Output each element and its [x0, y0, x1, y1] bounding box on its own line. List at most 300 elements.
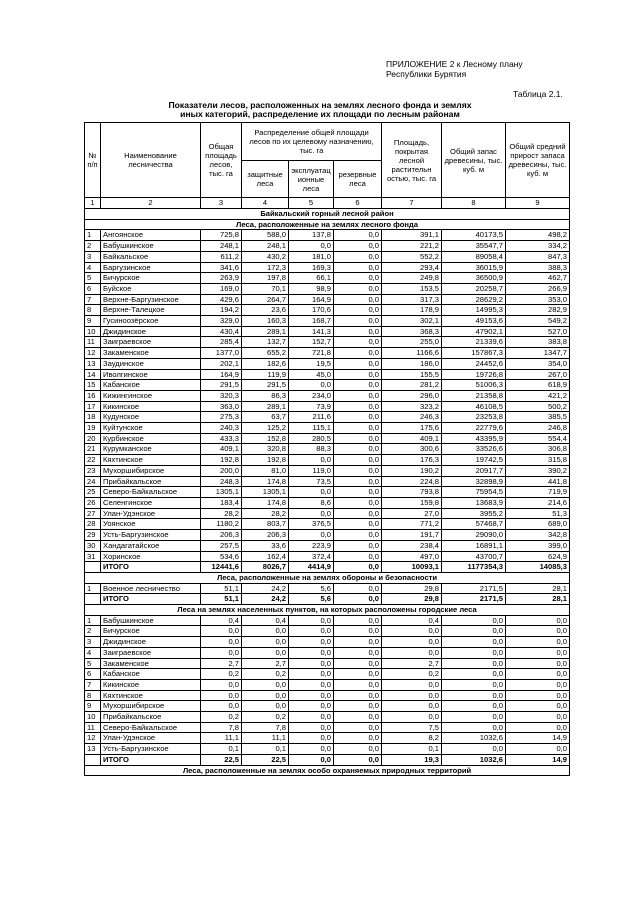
table-row [85, 615, 570, 626]
row-number: 11 [85, 337, 101, 348]
row-value: 0,0 [442, 722, 506, 733]
row-value: 0,0 [334, 637, 382, 648]
row-name: Северо-Байкальское [101, 722, 201, 733]
row-value: 0,0 [442, 669, 506, 680]
row-value: 183,4 [201, 497, 242, 508]
row-value: 0,1 [242, 744, 289, 755]
row-value: 462,7 [506, 273, 570, 284]
row-name: Кяхтинское [101, 455, 201, 466]
table-row [85, 305, 570, 316]
row-value: 0,0 [442, 615, 506, 626]
row-value: 2,7 [242, 658, 289, 669]
row-value: 0,0 [289, 647, 334, 658]
row-value: 421,2 [506, 390, 570, 401]
row-name: Улан-Удэнское [101, 733, 201, 744]
row-value: 341,6 [201, 262, 242, 273]
row-value: 0,0 [334, 733, 382, 744]
table-row [85, 658, 570, 669]
column-number: 5 [289, 198, 334, 209]
row-value: 0,0 [334, 690, 382, 701]
row-number: 1 [85, 230, 101, 241]
row-number: 5 [85, 273, 101, 284]
table-row [85, 455, 570, 466]
row-value: 0,0 [334, 230, 382, 241]
row-name: Куйтунское [101, 423, 201, 434]
row-value: 0,0 [289, 241, 334, 252]
table-row [85, 583, 570, 594]
row-value: 0,0 [334, 380, 382, 391]
table-row [85, 530, 570, 541]
row-value: 0,0 [289, 455, 334, 466]
row-value: 0,0 [442, 712, 506, 723]
row-value: 0,0 [334, 487, 382, 498]
table-row [85, 348, 570, 359]
row-value: 549,2 [506, 316, 570, 327]
row-value: 223,9 [289, 540, 334, 551]
row-value: 0,2 [201, 712, 242, 723]
row-value: 329,0 [201, 316, 242, 327]
row-value: 162,4 [242, 551, 289, 562]
row-number: 26 [85, 497, 101, 508]
row-value: 27,0 [382, 508, 442, 519]
row-name: Закаменское [101, 658, 201, 669]
table-row [85, 262, 570, 273]
row-name: Мухоршибирское [101, 701, 201, 712]
table-row [85, 380, 570, 391]
row-value: 0,0 [506, 626, 570, 637]
row-name: Усть-Баргузинское [101, 744, 201, 755]
row-value: 0,0 [334, 508, 382, 519]
row-value: 334,2 [506, 241, 570, 252]
row-value: 0,4 [201, 615, 242, 626]
column-number: 9 [506, 198, 570, 209]
row-value: 0,0 [442, 744, 506, 755]
row-value: 0,0 [334, 722, 382, 733]
title-line-1: Показатели лесов, расположенных на землях лесного фонда и землях [168, 100, 472, 110]
row-value: 8,2 [382, 733, 442, 744]
row-value: 153,5 [382, 283, 442, 294]
section-title-row-text: Леса, расположенные на землях особо охраняемых природных территорий [85, 765, 570, 776]
row-value: 51,1 [201, 583, 242, 594]
table-row [85, 401, 570, 412]
row-value: 13683,9 [442, 497, 506, 508]
row-value: 224,8 [382, 476, 442, 487]
row-value: 0,0 [289, 487, 334, 498]
row-value: 0,0 [506, 637, 570, 648]
row-value: 0,0 [442, 701, 506, 712]
row-value: 246,3 [382, 412, 442, 423]
row-value: 0,0 [334, 316, 382, 327]
row-number: 7 [85, 679, 101, 690]
row-value: 88,3 [289, 444, 334, 455]
row-value: 0,0 [289, 508, 334, 519]
row-number: 10 [85, 326, 101, 337]
row-value: 240,3 [201, 423, 242, 434]
row-value: 2,7 [201, 658, 242, 669]
row-value: 14085,3 [506, 562, 570, 573]
row-value: 0,0 [334, 744, 382, 755]
row-value: 0,0 [506, 722, 570, 733]
row-value: 0,0 [242, 626, 289, 637]
row-value: 20917,7 [442, 465, 506, 476]
row-value: 0,0 [334, 594, 382, 605]
row-value: 191,7 [382, 530, 442, 541]
row-value: 1032,6 [442, 754, 506, 765]
table-row [85, 519, 570, 530]
row-value: 33526,6 [442, 444, 506, 455]
row-value: 57468,7 [442, 519, 506, 530]
row-name: Заудинское [101, 358, 201, 369]
row-name: Баргузинское [101, 262, 201, 273]
row-name: Курбинское [101, 433, 201, 444]
row-value: 20258,7 [442, 283, 506, 294]
row-value: 0,0 [334, 369, 382, 380]
table-row [85, 508, 570, 519]
row-number: 9 [85, 701, 101, 712]
row-value: 33,6 [242, 540, 289, 551]
row-value: 0,2 [242, 669, 289, 680]
row-value: 0,0 [289, 733, 334, 744]
row-number: 12 [85, 348, 101, 359]
col-forested-header: Площадь, покрытая лесной растительн остью, тыс. га [382, 123, 442, 198]
row-value: 0,0 [289, 658, 334, 669]
table-row [85, 444, 570, 455]
row-number [85, 594, 101, 605]
row-value: 0,0 [382, 647, 442, 658]
table-row [85, 241, 570, 252]
row-value: 73,9 [289, 401, 334, 412]
row-value: 0,0 [382, 690, 442, 701]
row-value: 0,0 [334, 401, 382, 412]
row-value: 170,6 [289, 305, 334, 316]
row-value: 28629,2 [442, 294, 506, 305]
section-title-row [85, 219, 570, 230]
row-value: 302,1 [382, 316, 442, 327]
row-value: 430,2 [242, 251, 289, 262]
row-value: 0,0 [334, 497, 382, 508]
row-value: 2,7 [382, 658, 442, 669]
row-value: 0,0 [289, 669, 334, 680]
table-row [85, 251, 570, 262]
row-value: 40173,5 [442, 230, 506, 241]
row-value: 45,0 [289, 369, 334, 380]
row-name: Бабушкинское [101, 241, 201, 252]
row-name: Иволгинское [101, 369, 201, 380]
row-value: 174,8 [242, 476, 289, 487]
row-value: 248,1 [201, 241, 242, 252]
row-value: 611,2 [201, 251, 242, 262]
row-value: 182,6 [242, 358, 289, 369]
col-num-header: № п/п [85, 123, 101, 198]
row-value: 0,0 [242, 701, 289, 712]
row-value: 0,0 [242, 637, 289, 648]
row-name: Хоринское [101, 551, 201, 562]
row-number: 5 [85, 658, 101, 669]
row-value: 0,0 [382, 679, 442, 690]
row-number: 12 [85, 733, 101, 744]
row-value: 0,0 [289, 701, 334, 712]
row-value: 280,5 [289, 433, 334, 444]
table-row [85, 487, 570, 498]
column-number: 8 [442, 198, 506, 209]
row-value: 29,8 [382, 583, 442, 594]
table-row [85, 412, 570, 423]
row-number: 28 [85, 519, 101, 530]
row-name: Заиграевское [101, 337, 201, 348]
row-number: 23 [85, 465, 101, 476]
row-value: 137,8 [289, 230, 334, 241]
row-value: 98,9 [289, 283, 334, 294]
row-value: 376,5 [289, 519, 334, 530]
row-value: 725,8 [201, 230, 242, 241]
table-row [85, 712, 570, 723]
row-value: 0,0 [334, 647, 382, 658]
row-name: Заиграевское [101, 647, 201, 658]
row-value: 554,4 [506, 433, 570, 444]
row-value: 36015,9 [442, 262, 506, 273]
row-value: 1177354,3 [442, 562, 506, 573]
row-value: 66,1 [289, 273, 334, 284]
row-number [85, 754, 101, 765]
row-value: 0,0 [334, 251, 382, 262]
row-value: 368,3 [382, 326, 442, 337]
row-name: Кяхтинское [101, 690, 201, 701]
table-row [85, 230, 570, 241]
row-number: 27 [85, 508, 101, 519]
section-title-row [85, 765, 570, 776]
row-value: 0,0 [289, 626, 334, 637]
row-value: 264,7 [242, 294, 289, 305]
row-number: 25 [85, 487, 101, 498]
row-value: 176,3 [382, 455, 442, 466]
row-value: 0,4 [242, 615, 289, 626]
row-value: 0,0 [334, 658, 382, 669]
row-value: 0,1 [201, 744, 242, 755]
total-row [85, 594, 570, 605]
row-value: 0,0 [442, 626, 506, 637]
row-value: 4414,9 [289, 562, 334, 573]
table-row [85, 679, 570, 690]
row-value: 0,0 [442, 658, 506, 669]
table-row [85, 369, 570, 380]
row-value: 190,2 [382, 465, 442, 476]
row-value: 0,0 [334, 701, 382, 712]
row-value: 0,0 [289, 690, 334, 701]
region-row-text: Байкальский горный лесной район [85, 209, 570, 220]
col-stock-header: Общий запас древесины, тыс. куб. м [442, 123, 506, 198]
row-number [85, 562, 101, 573]
row-value: 0,4 [382, 615, 442, 626]
row-value: 0,0 [201, 690, 242, 701]
row-value: 155,5 [382, 369, 442, 380]
row-value: 0,0 [442, 647, 506, 658]
row-value: 409,1 [382, 433, 442, 444]
row-value: 0,0 [506, 615, 570, 626]
row-number: 15 [85, 380, 101, 391]
section-title-row-text: Леса, расположенные на землях лесного фонда [85, 219, 570, 230]
row-value: 174,8 [242, 497, 289, 508]
row-value: 14,9 [506, 754, 570, 765]
row-value: 618,9 [506, 380, 570, 391]
row-value: 186,0 [382, 358, 442, 369]
row-value: 24,2 [242, 583, 289, 594]
row-value: 23253,8 [442, 412, 506, 423]
row-value: 168,7 [289, 316, 334, 327]
row-value: 441,8 [506, 476, 570, 487]
row-name: Кижингинское [101, 390, 201, 401]
row-value: 1377,0 [201, 348, 242, 359]
row-value: 0,0 [334, 551, 382, 562]
table-row [85, 637, 570, 648]
row-value: 119,9 [242, 369, 289, 380]
row-value: 0,0 [334, 679, 382, 690]
row-value: 0,0 [334, 348, 382, 359]
row-value: 430,4 [201, 326, 242, 337]
row-value: 0,0 [334, 754, 382, 765]
row-value: 0,0 [382, 626, 442, 637]
row-number: 2 [85, 626, 101, 637]
row-value: 771,2 [382, 519, 442, 530]
row-value: 0,0 [334, 540, 382, 551]
row-value: 23,6 [242, 305, 289, 316]
row-value: 317,3 [382, 294, 442, 305]
row-value: 0,0 [334, 283, 382, 294]
row-value: 0,0 [289, 380, 334, 391]
row-number: 6 [85, 283, 101, 294]
row-value: 0,0 [506, 701, 570, 712]
row-value: 28,1 [506, 594, 570, 605]
section-title-row-text: Леса на землях населенных пунктов, на которых расположены городские леса [85, 605, 570, 616]
row-value: 0,0 [334, 455, 382, 466]
row-value: 22,5 [201, 754, 242, 765]
row-value: 296,0 [382, 390, 442, 401]
row-value: 289,1 [242, 401, 289, 412]
row-number: 10 [85, 712, 101, 723]
row-value: 0,0 [242, 679, 289, 690]
row-value: 8,6 [289, 497, 334, 508]
row-value: 47902,1 [442, 326, 506, 337]
row-value: 267,0 [506, 369, 570, 380]
row-value: 255,0 [382, 337, 442, 348]
row-value: 29090,0 [442, 530, 506, 541]
row-value: 46108,5 [442, 401, 506, 412]
row-value: 315,8 [506, 455, 570, 466]
col-distribution-header: Распределение общей площади лесов по их целевому назначению, тыс. га [242, 123, 382, 161]
row-value: 28,1 [506, 583, 570, 594]
row-value: 534,6 [201, 551, 242, 562]
row-value: 372,4 [289, 551, 334, 562]
row-value: 16891,1 [442, 540, 506, 551]
row-value: 0,0 [334, 423, 382, 434]
row-value: 0,0 [506, 647, 570, 658]
row-number: 6 [85, 669, 101, 680]
table-row [85, 476, 570, 487]
row-value: 385,5 [506, 412, 570, 423]
row-value: 28,2 [242, 508, 289, 519]
table-row [85, 690, 570, 701]
row-name: Верхне-Талецкое [101, 305, 201, 316]
row-value: 0,0 [334, 390, 382, 401]
row-value: 0,1 [382, 744, 442, 755]
row-value: 192,8 [201, 455, 242, 466]
column-number: 3 [201, 198, 242, 209]
row-value: 0,0 [201, 679, 242, 690]
row-value: 0,0 [506, 669, 570, 680]
row-number: 18 [85, 412, 101, 423]
row-value: 320,8 [242, 444, 289, 455]
row-value: 275,3 [201, 412, 242, 423]
row-name: Гусиноозёрское [101, 316, 201, 327]
row-value: 125,2 [242, 423, 289, 434]
row-value: 36500,9 [442, 273, 506, 284]
row-value: 164,9 [289, 294, 334, 305]
table-row [85, 701, 570, 712]
row-name: Байкальское [101, 251, 201, 262]
row-value: 49153,6 [442, 316, 506, 327]
row-value: 0,0 [442, 637, 506, 648]
row-name: ИТОГО [101, 754, 201, 765]
row-value: 0,0 [382, 712, 442, 723]
row-value: 0,0 [442, 679, 506, 690]
row-value: 51006,3 [442, 380, 506, 391]
row-value: 24452,6 [442, 358, 506, 369]
row-value: 70,1 [242, 283, 289, 294]
row-number: 8 [85, 305, 101, 316]
row-name: Военное лесничество [101, 583, 201, 594]
table-row [85, 316, 570, 327]
row-value: 63,7 [242, 412, 289, 423]
row-value: 10093,1 [382, 562, 442, 573]
row-value: 353,0 [506, 294, 570, 305]
table-row [85, 540, 570, 551]
row-value: 0,0 [334, 615, 382, 626]
column-number: 1 [85, 198, 101, 209]
row-number: 19 [85, 423, 101, 434]
row-number: 22 [85, 455, 101, 466]
row-value: 257,5 [201, 540, 242, 551]
row-number: 20 [85, 433, 101, 444]
row-value: 847,3 [506, 251, 570, 262]
table-row [85, 337, 570, 348]
row-value: 0,2 [382, 669, 442, 680]
table-row [85, 551, 570, 562]
forest-table [84, 122, 570, 776]
row-number: 9 [85, 316, 101, 327]
row-number: 17 [85, 401, 101, 412]
row-value: 291,5 [201, 380, 242, 391]
row-value: 323,2 [382, 401, 442, 412]
row-value: 624,9 [506, 551, 570, 562]
row-value: 7,8 [242, 722, 289, 733]
row-value: 281,2 [382, 380, 442, 391]
row-value: 24,2 [242, 594, 289, 605]
row-value: 238,4 [382, 540, 442, 551]
table-row [85, 390, 570, 401]
row-number: 21 [85, 444, 101, 455]
row-number: 1 [85, 583, 101, 594]
row-value: 0,0 [201, 701, 242, 712]
row-value: 0,0 [289, 744, 334, 755]
row-value: 1347,7 [506, 348, 570, 359]
row-value: 21339,6 [442, 337, 506, 348]
col-total-area-header: Общая площадь лесов, тыс. га [201, 123, 242, 198]
row-value: 399,0 [506, 540, 570, 551]
row-value: 160,3 [242, 316, 289, 327]
section-title-row [85, 605, 570, 616]
col-protective-header: защитные леса [242, 161, 289, 198]
row-value: 14995,3 [442, 305, 506, 316]
row-value: 0,0 [289, 530, 334, 541]
